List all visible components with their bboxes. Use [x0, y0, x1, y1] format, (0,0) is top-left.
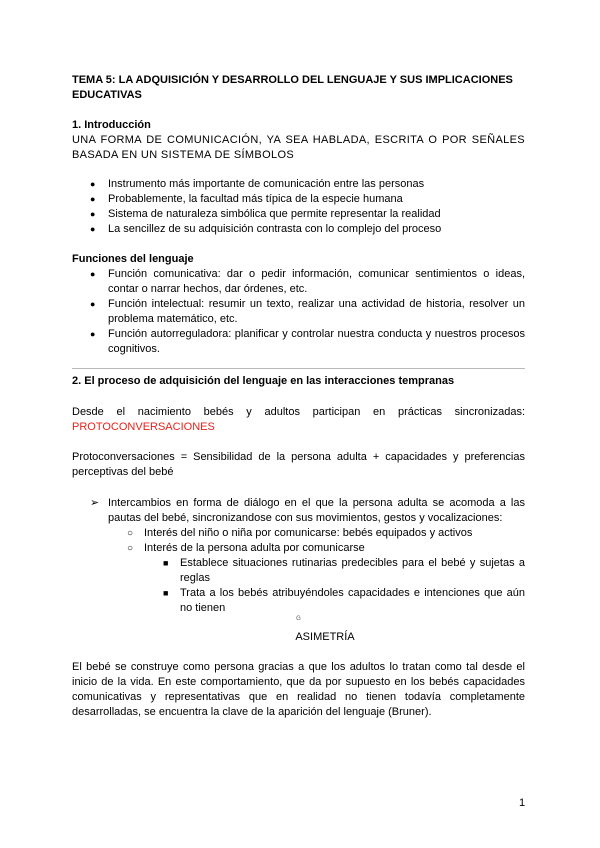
small-mark: G: [296, 616, 301, 622]
list-item: ➢ Intercambios en forma de diálogo en el que la persona adulta se acomoda a las pautas del bebé, sincronizandose con sus movimientos, gestos y vocalizaciones:: [108, 496, 525, 526]
list-item: ● Función comunicativa: dar o pedir información, comunicar sentimientos o ideas, contar o narrar hechos, dar órdenes, etc.: [108, 267, 525, 297]
list-item: ■ Trata a los bebés atribuyéndoles capacidades e intenciones que aún no tienen: [180, 586, 525, 616]
intro-definition: UNA FORMA DE COMUNICACIÓN, YA SEA HABLADA, ESCRITA O POR SEÑALES BASADA EN UN SISTEMA DE SÍMBOLOS: [72, 134, 525, 161]
interest-list: [144, 526, 525, 556]
asymmetry-label: ASIMETRÍA: [295, 631, 355, 643]
list-item: ● La sencillez de su adquisición contrasta con lo complejo del proceso: [108, 222, 525, 237]
list-item: ● Función autorreguladora: planificar y controlar nuestra conducta y nuestros procesos cognitivos.: [108, 327, 525, 357]
document-title: TEMA 5: LA ADQUISICIÓN Y DESARROLLO DEL LENGUAJE Y SUS IMPLICACIONES EDUCATIVAS: [72, 74, 513, 101]
section2-heading: 2. El proceso de adquisición del lenguaje en las interacciones tempranas: [72, 375, 455, 387]
list-item: ● Probablemente, la facultad más típica de la especie humana: [108, 192, 525, 207]
section2-paragraph-2: Protoconversaciones = Sensibilidad de la persona adulta + capacidades y preferencias perceptivas del bebé: [72, 451, 525, 478]
section-divider: [72, 368, 525, 369]
adult-behaviour-list: [180, 556, 525, 616]
list-item: ■ Establece situaciones rutinarias predecibles para el bebé y sujetas a reglas: [180, 556, 525, 586]
page-number: 1: [519, 797, 526, 809]
intro-heading: 1. Introducción: [72, 119, 151, 131]
intro-bullet-list: [108, 177, 525, 237]
functions-list: [108, 267, 525, 357]
interaction-list: [108, 496, 525, 526]
list-item: ● Sistema de naturaleza simbólica que permite representar la realidad: [108, 207, 525, 222]
list-item: ○ Interés del niño o niña por comunicarse: bebés equipados y activos: [144, 526, 525, 541]
section2-paragraph-3: El bebé se construye como persona gracias a que los adultos lo tratan como tal desde el inicio de la vida. En este comportamiento, que da por supuesto en los bebés capacidades comunicativas y representativas que en realidad no tienen todavía completamente desarrolladas, se encuentra la clave de la aparición del lenguaje (Bruner).: [72, 661, 525, 718]
section2-paragraph-1: Desde el nacimiento bebés y adultos participan en prácticas sincronizadas:: [72, 406, 525, 418]
functions-heading: Funciones del lenguaje: [72, 253, 194, 265]
list-item: ○ Interés de la persona adulta por comunicarse: [144, 541, 525, 556]
list-item: ● Instrumento más importante de comunicación entre las personas: [108, 177, 525, 192]
protoconversaciones-highlight: PROTOCONVERSACIONES: [72, 421, 215, 433]
list-item: ● Función intelectual: resumir un texto, realizar una actividad de historia, resolver un problema matemático, etc.: [108, 297, 525, 327]
